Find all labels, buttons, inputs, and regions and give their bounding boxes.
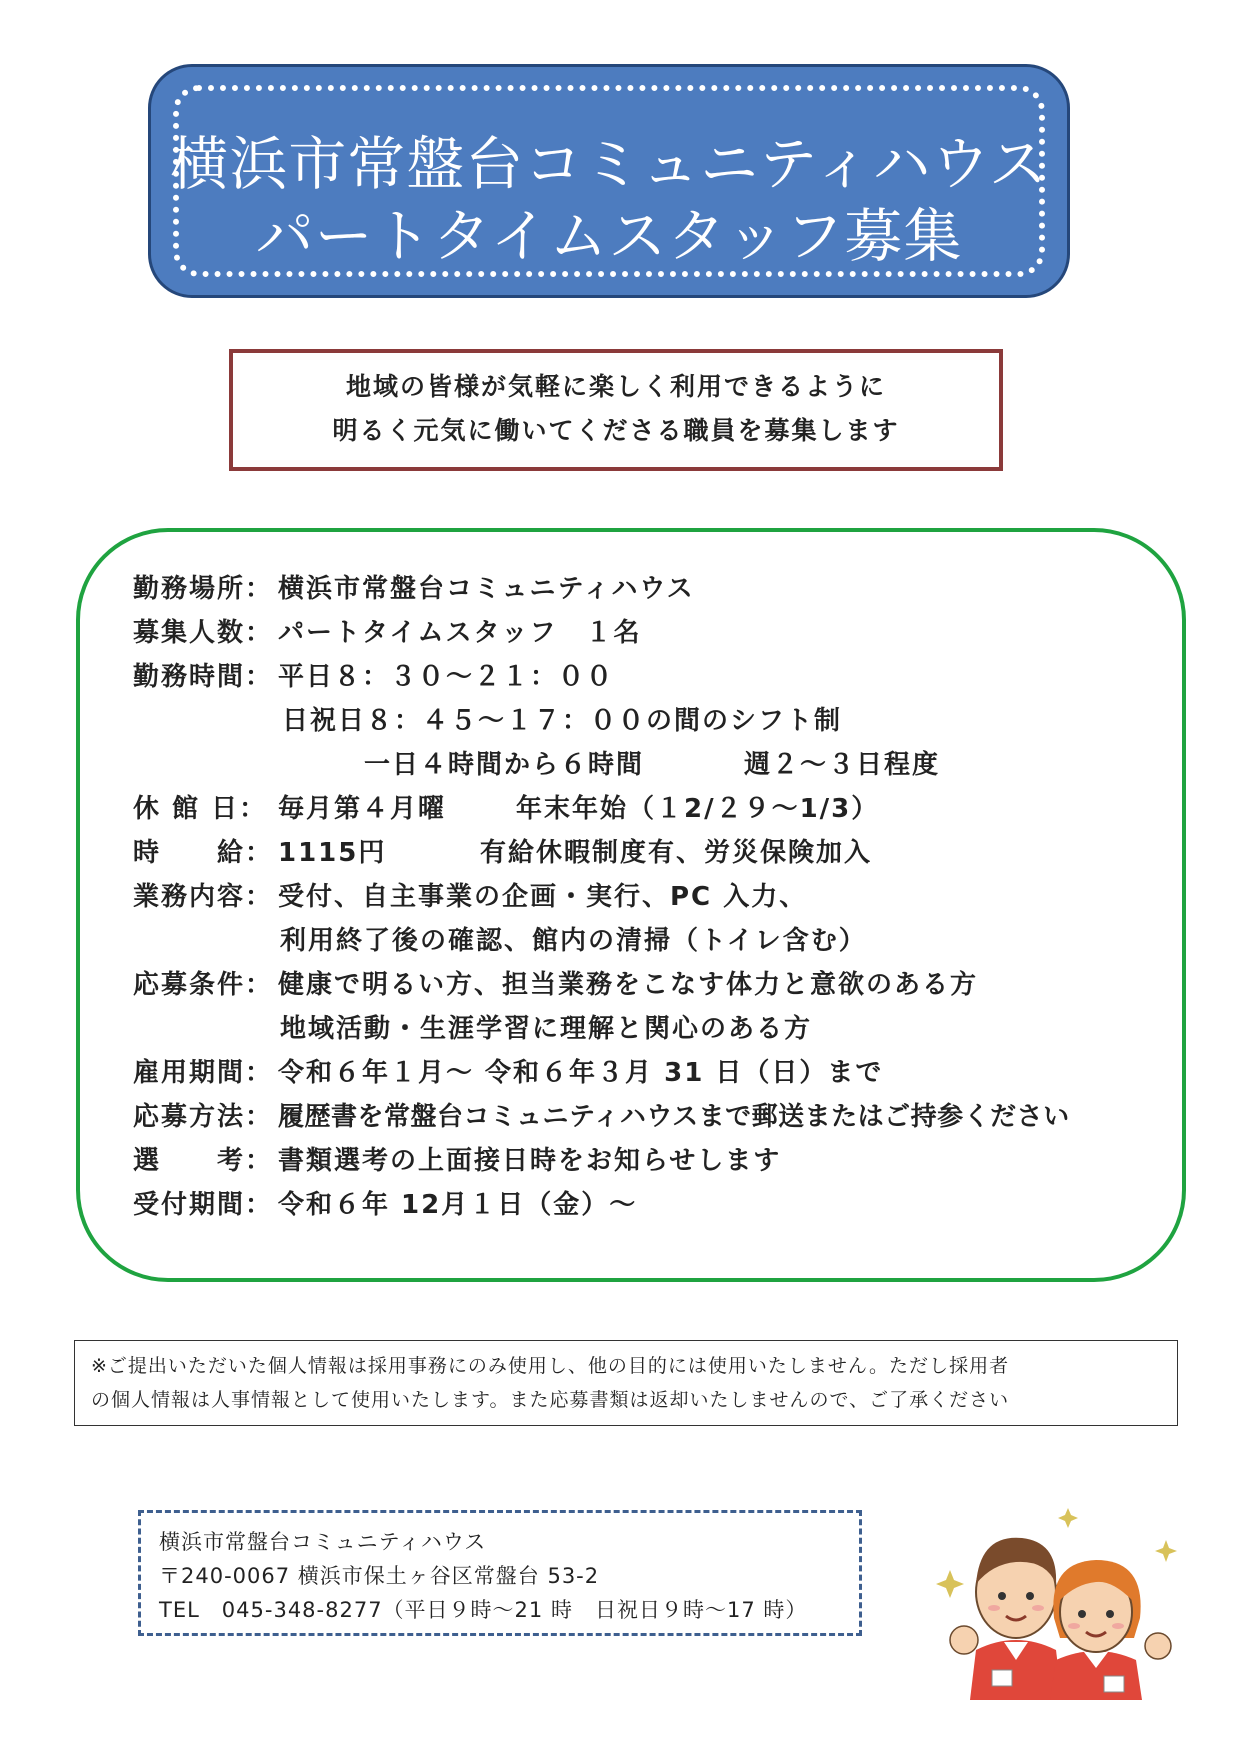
detail-value: 受付、自主事業の企画・実行、PC 入力、 <box>278 882 808 912</box>
contact-name: 横浜市常盤台コミュニティハウス <box>159 1530 487 1554</box>
detail-value: 1115円 <box>278 838 387 868</box>
banner-title-line2: パートタイムスタッフ募集 <box>255 202 963 270</box>
detail-value: 健康で明るい方、担当業務をこなす体力と意欲のある方 <box>278 970 979 1000</box>
detail-value: 令和６年１月～ 令和６年３月 31 日（日）まで <box>278 1058 884 1088</box>
detail-label: 受付期間： <box>133 1190 274 1220</box>
detail-value: 日祝日８：４５～１７：００の間のシフト制 <box>282 706 843 736</box>
detail-label: 業務内容： <box>133 882 274 912</box>
detail-label: 勤務場所： <box>133 574 274 604</box>
note-line1: ※ご提出いただいた個人情報は採用事務にのみ使用し、他の目的には使用いたしません。ただし採用者 <box>91 1355 1010 1377</box>
detail-value: 平日８：３０～２１：００ <box>278 662 615 692</box>
message-line2: 明るく元気に働いてくださる職員を募集します <box>332 416 900 445</box>
note-line2: の個人情報は人事情報として使用いたします。また応募書類は返却いたしませんので、ご了承ください <box>91 1389 1010 1411</box>
detail-value: パートタイムスタッフ １名 <box>278 618 642 648</box>
message-box <box>229 349 1003 471</box>
detail-label: 雇用期間： <box>133 1058 274 1088</box>
detail-value: 横浜市常盤台コミュニティハウス <box>278 574 695 604</box>
detail-value: 利用終了後の確認、館内の清掃（トイレ含む） <box>280 926 867 956</box>
detail-label: 休 館 日： <box>133 794 268 824</box>
contact-tel: TEL 045-348-8277（平日９時～21 時 日祝日９時～17 時） <box>159 1598 808 1622</box>
contact-address: 〒240-0067 横浜市保土ヶ谷区常盤台 53-2 <box>159 1564 600 1588</box>
staff-duo-illustration-icon <box>936 1500 1184 1700</box>
detail-label: 応募方法： <box>133 1102 274 1132</box>
message-line1: 地域の皆様が気軽に楽しく利用できるように <box>345 372 886 401</box>
detail-value: 履歴書を常盤台コミュニティハウスまで郵送またはご持参ください <box>278 1102 1070 1132</box>
detail-label: 時 給： <box>133 838 274 868</box>
privacy-note <box>74 1340 1178 1426</box>
detail-value: 週２～３日程度 <box>744 750 941 780</box>
detail-value: 年末年始（１2/２９～1/3） <box>516 794 880 824</box>
banner-title-line1: 横浜市常盤台コミュニティハウス <box>170 130 1048 198</box>
detail-label: 募集人数： <box>133 618 274 648</box>
detail-label: 勤務時間： <box>133 662 274 692</box>
detail-value: 書類選考の上面接日時をお知らせします <box>278 1146 782 1176</box>
title-banner <box>148 64 1070 298</box>
contact-box <box>138 1510 862 1636</box>
detail-value: 一日４時間から６時間 <box>364 750 645 780</box>
detail-value: 毎月第４月曜 <box>278 794 447 824</box>
detail-label: 選 考： <box>133 1146 274 1176</box>
detail-value: 地域活動・生涯学習に理解と関心のある方 <box>280 1014 813 1044</box>
detail-label: 応募条件： <box>133 970 274 1000</box>
detail-value: 令和６年 12月１日（金）～ <box>278 1190 638 1220</box>
detail-value: 有給休暇制度有、労災保険加入 <box>480 838 873 868</box>
